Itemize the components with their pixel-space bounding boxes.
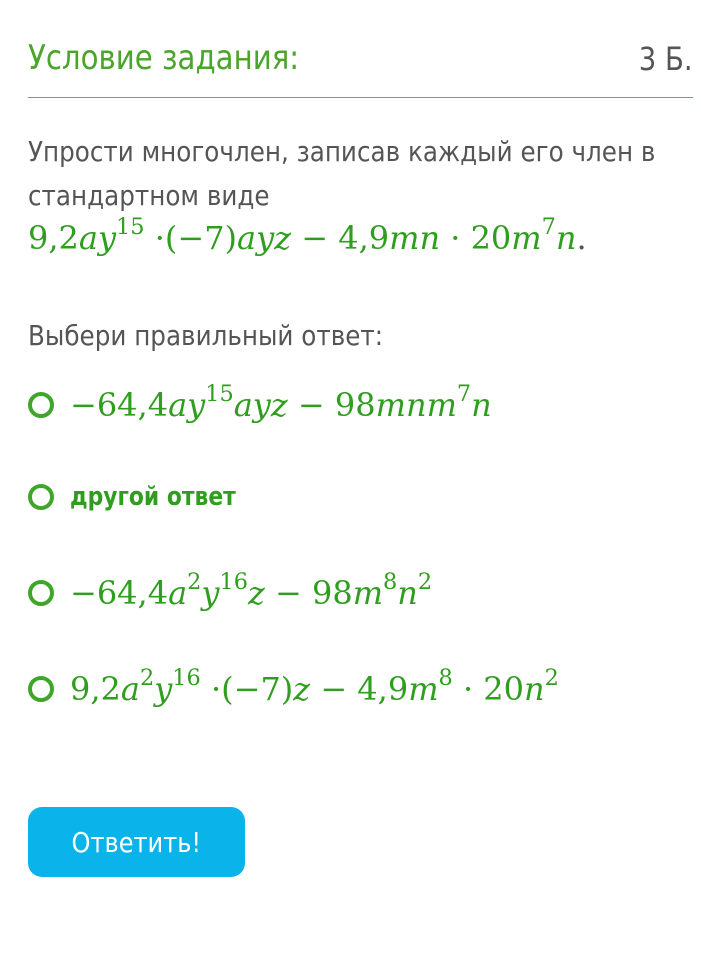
submit-label: Ответить!	[71, 825, 202, 859]
expr-var: ayz	[233, 386, 288, 424]
option-2-label: другой ответ	[70, 482, 236, 512]
expr-exp: 7	[541, 213, 556, 240]
expr-var: ay	[78, 219, 117, 257]
answer-prompt: Выбери правильный ответ:	[28, 319, 384, 352]
expr-var: n	[524, 670, 545, 708]
option-4-expression	[70, 664, 559, 714]
task-instruction-line-2: стандартном виде	[28, 179, 270, 212]
expr-exp: 8	[383, 568, 398, 595]
expr-var: n	[471, 386, 492, 424]
task-title: Условие задания:	[28, 38, 300, 78]
expr-exp: 15	[116, 213, 145, 240]
expr-var: z	[293, 670, 311, 708]
task-header	[28, 0, 693, 98]
expr-exp: 16	[172, 664, 201, 691]
expr-var: ayz	[237, 219, 292, 257]
radio-button[interactable]	[28, 580, 54, 606]
expr-var: m	[511, 219, 542, 257]
radio-button[interactable]	[28, 484, 54, 510]
expr-part: ·(−7)	[144, 219, 238, 257]
radio-button[interactable]	[28, 392, 54, 418]
answer-option-2[interactable]	[28, 472, 693, 522]
expr-var: y	[154, 670, 173, 708]
expr-part: · 20	[440, 219, 512, 257]
expr-exp: 15	[205, 380, 234, 407]
expr-exp: 8	[438, 664, 453, 691]
expr-exp: 16	[219, 568, 248, 595]
expr-part: − 4,9	[310, 670, 409, 708]
expr-var: a	[168, 574, 188, 612]
expr-part: · 20	[452, 670, 525, 708]
expr-exp: 7	[456, 380, 472, 407]
expr-var: m	[352, 574, 384, 612]
task-card	[28, 0, 693, 859]
answer-option-3[interactable]	[28, 568, 693, 618]
answer-option-1[interactable]	[28, 380, 693, 430]
expr-var: a	[120, 670, 140, 708]
expr-part: −64,4	[70, 386, 169, 424]
task-instruction	[28, 130, 656, 218]
expr-part: 9,2	[70, 670, 121, 708]
answer-option-4[interactable]	[28, 664, 693, 714]
expr-part: − 98	[264, 574, 353, 612]
expr-var: ay	[168, 386, 206, 424]
task-expression	[28, 213, 587, 260]
expr-var: mn	[389, 219, 441, 257]
expr-var: m	[408, 670, 439, 708]
expr-var: y	[201, 574, 220, 612]
expr-var: n	[397, 574, 418, 612]
expr-exp: 2	[187, 568, 202, 595]
task-instruction-line-1: Упрости многочлен, записав каждый его член в	[28, 135, 656, 168]
expr-exp: 2	[544, 664, 559, 691]
expr-end: .	[576, 219, 587, 257]
expr-part: −64,4	[70, 574, 169, 612]
submit-answer-button[interactable]	[28, 807, 245, 877]
expr-part: ·(−7)	[200, 670, 294, 708]
expr-var: n	[555, 219, 577, 257]
expr-var: mnm	[375, 386, 457, 424]
expr-part: 9,2	[28, 219, 79, 257]
expr-var: z	[247, 574, 265, 612]
expr-part: − 98	[287, 386, 376, 424]
expr-part: − 4,9	[291, 219, 390, 257]
task-points: 3 Б.	[639, 40, 693, 78]
radio-button[interactable]	[28, 676, 54, 702]
option-1-expression	[70, 380, 492, 430]
expr-exp: 2	[417, 568, 433, 595]
expr-exp: 2	[139, 664, 155, 691]
option-3-expression	[70, 568, 432, 618]
